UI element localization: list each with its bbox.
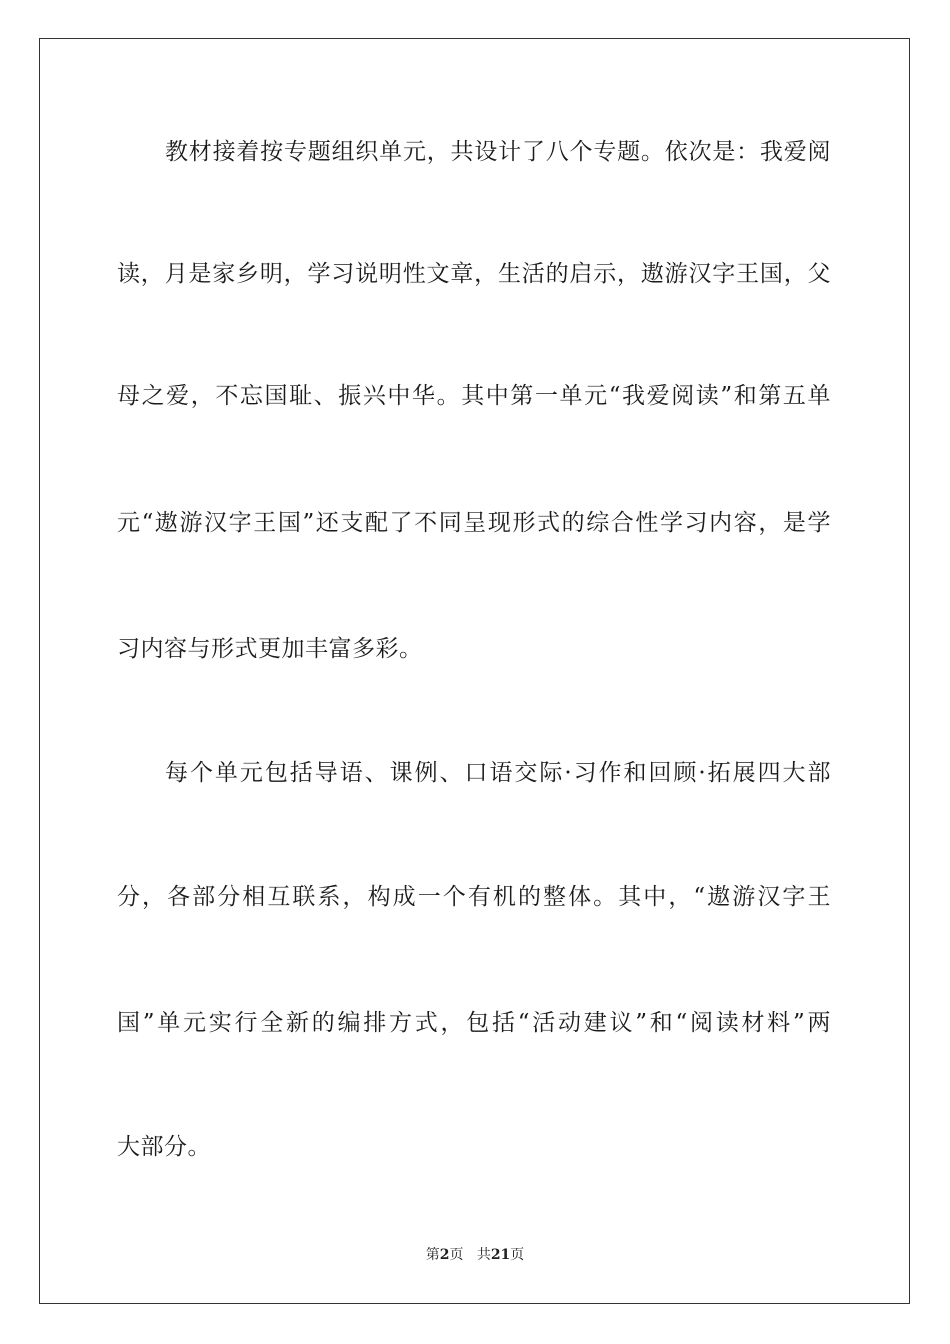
footer-total-suffix: 页 (510, 1247, 525, 1263)
paragraph-2-line-4: 大部分。 (117, 1134, 211, 1160)
paragraph-1-line-4: 元“遨游汉字王国”还支配了不同呈现形式的综合性学习内容，是学 (117, 510, 831, 536)
footer-total-pages: 21 (490, 1247, 511, 1263)
footer-page-suffix: 页 (449, 1247, 464, 1263)
paragraph-2-line-3: 国”单元实行全新的编排方式，包括“活动建议”和“阅读材料”两 (117, 1010, 831, 1036)
paragraph-2-line-2: 分，各部分相互联系，构成一个有机的整体。其中，“遨游汉字王 (117, 884, 831, 910)
footer-current-page: 2 (439, 1247, 450, 1263)
paragraph-1-line-1: 教材接着按专题组织单元，共设计了八个专题。依次是：我爱阅 (165, 139, 831, 165)
page-border (39, 38, 910, 1304)
footer-prefix: 第 (425, 1247, 440, 1263)
paragraph-1-line-2: 读，月是家乡明，学习说明性文章，生活的启示，遨游汉字王国，父 (117, 261, 831, 287)
paragraph-1-line-5: 习内容与形式更加丰富多彩。 (117, 636, 423, 662)
paragraph-1-line-3: 母之爱，不忘国耻、振兴中华。其中第一单元“我爱阅读”和第五单 (117, 383, 831, 409)
paragraph-2-line-1: 每个单元包括导语、课例、口语交际·习作和回顾·拓展四大部 (165, 760, 831, 786)
footer-total-prefix: 共 (476, 1247, 491, 1263)
page-number-footer (0, 1246, 950, 1264)
